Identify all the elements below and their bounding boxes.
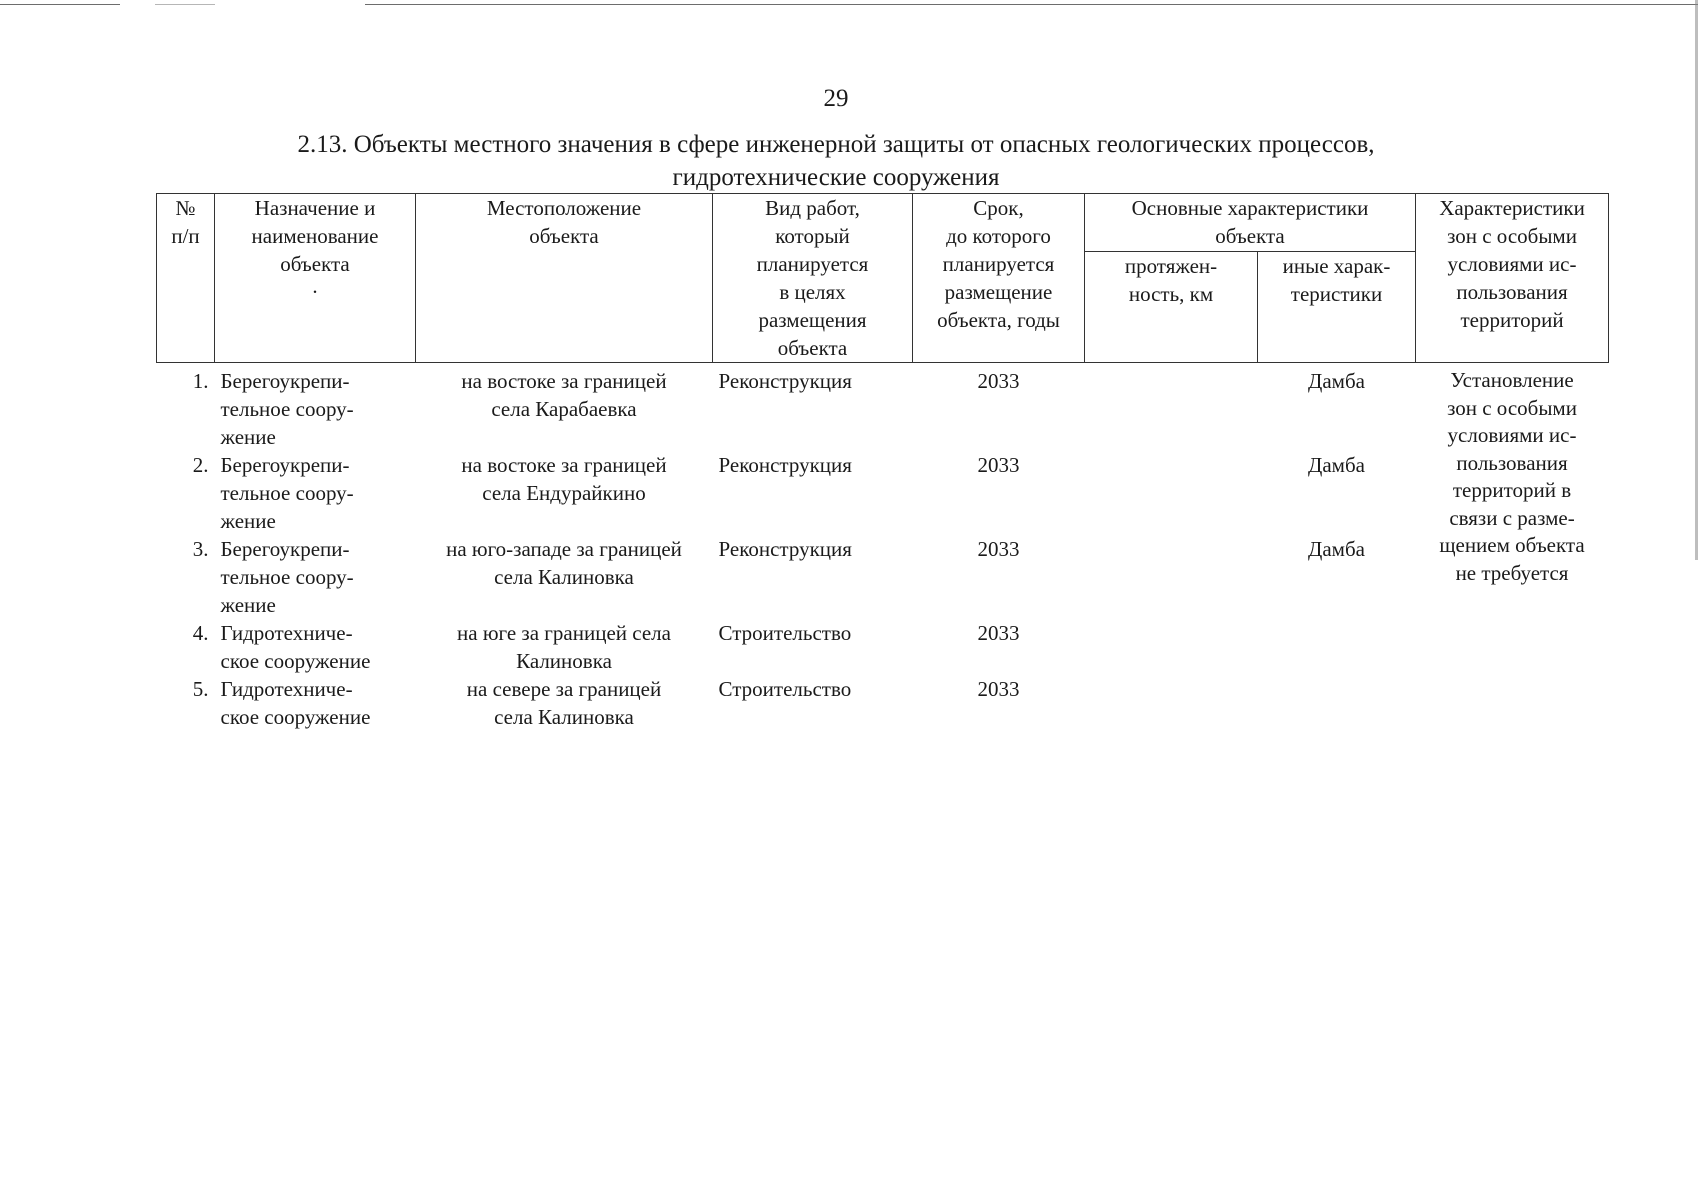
row-location: на востоке за границей села Ендурайкино [461,453,667,505]
table-row [157,619,1609,675]
row-length [1085,535,1258,619]
row-work-type: Строительство [718,677,852,701]
row-number: 4. [192,621,209,645]
header-zones: Характеристики зон с особыми условиями ис- пользования территорий [1416,194,1609,363]
row-location: на севере за границей села Калиновка [466,677,662,729]
zones-note: Установление зон с особыми условиями ис- пользования территорий в связи с разме- щением объекта не требуется [1439,368,1585,585]
header-length: протяжен- ность, км [1085,252,1258,363]
row-length [1085,675,1258,731]
row-year: 2033 [977,537,1020,561]
header-work-type: Вид работ, который планируется в целях размещения объекта [713,194,913,363]
row-location: на юге за границей села Калиновка [457,621,671,673]
page-number: 29 [823,85,849,112]
row-work-type: Реконструкция [718,453,852,477]
row-other: Дамба [1308,369,1365,393]
row-length [1085,363,1258,452]
table-row [157,363,1609,452]
scan-artifact-line [155,4,215,5]
table-row [157,451,1609,535]
row-other [1258,619,1416,675]
row-other [1258,675,1416,731]
row-name: Берегоукрепи- тельное соору- жение [220,537,354,617]
scan-artifact-line [0,4,120,5]
table-body [157,363,1609,732]
objects-table [156,193,1609,731]
row-work-type: Реконструкция [718,537,852,561]
scan-artifact-line [365,4,1698,5]
row-name: Гидротехниче- ское сооружение [220,677,371,729]
row-year: 2033 [977,369,1020,393]
header-other: иные харак- теристики [1258,252,1416,363]
row-number: 2. [192,453,209,477]
header-location: Местоположение объекта [416,194,713,363]
row-year: 2033 [977,453,1020,477]
row-name: Берегоукрепи- тельное соору- жение [220,453,354,533]
table-row [157,535,1609,619]
row-other: Дамба [1308,453,1365,477]
header-deadline: Срок, до которого планируется размещение объекта, годы [913,194,1085,363]
header-name: Назначение и наименование объекта · [215,194,416,363]
row-length [1085,619,1258,675]
header-number: № п/п [157,194,215,363]
row-location: на юго-западе за границей села Калиновка [446,537,682,589]
row-work-type: Строительство [718,621,852,645]
row-number: 3. [192,537,209,561]
table-header [157,194,1609,363]
row-number: 1. [192,369,209,393]
section-title-line-1: 2.13. Объекты местного значения в сфере инженерной защиты от опасных геологических процессов, [297,131,1375,158]
row-year: 2033 [977,677,1020,701]
row-other: Дамба [1308,537,1365,561]
row-location: на востоке за границей села Карабаевка [461,369,667,421]
header-characteristics: Основные характеристики объекта [1085,194,1416,252]
row-name: Гидротехниче- ское сооружение [220,621,371,673]
section-title-line-2: гидротехнические сооружения [672,164,1000,191]
row-name: Берегоукрепи- тельное соору- жение [220,369,354,449]
row-work-type: Реконструкция [718,369,852,393]
row-length [1085,451,1258,535]
row-year: 2033 [977,621,1020,645]
section-title [0,128,1672,194]
table-row [157,675,1609,731]
row-number: 5. [192,677,209,701]
